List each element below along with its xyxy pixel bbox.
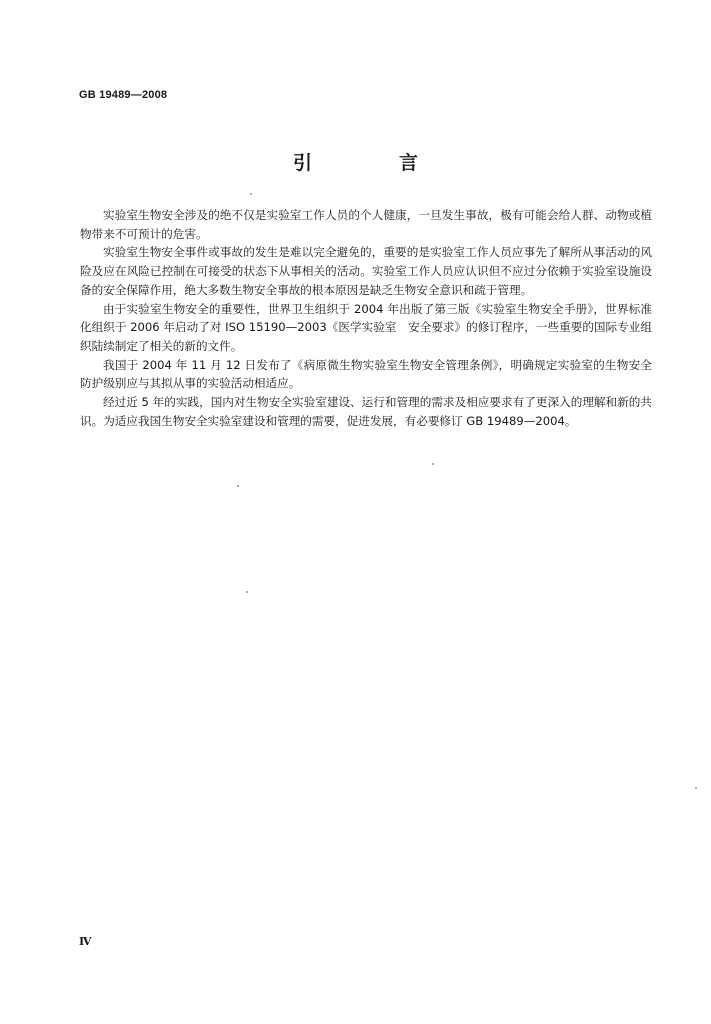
paragraph-4: 我国于 2004 年 11 月 12 日发布了《病原微生物实验室生物安全管理条例》，明确规定实验室的生物安全防护级别应与其拟从事的实验活动相适应。 (80, 357, 652, 391)
page-title: 引 言 (292, 152, 452, 174)
scan-speck (250, 193, 252, 195)
paragraph-3: 由于实验室生物安全的重要性，世界卫生组织于 2004 年出版了第三版《实验室生物安全手册》，世界标准化组织于 2006 年启动了对 ISO 15190—2003《医学实验室 安全要求》的修订程序，一些重要的国际专业组织陆续制定了相关的新的文件。 (80, 301, 652, 353)
paragraph-1: 实验室生物安全涉及的绝不仅是实验室工作人员的个人健康，一旦发生事故，极有可能会给人群、动物或植物带来不可预计的危害。 (80, 208, 652, 241)
page-number: Ⅳ (79, 935, 92, 948)
scan-speck (237, 485, 239, 487)
paragraph-2: 实验室生物安全事件或事故的发生是难以完全避免的，重要的是实验室工作人员应事先了解所从事活动的风险及应在风险已控制在可接受的状态下从事相关的活动。实验室工作人员应认识但不应过分依赖于实验室设施设备的安全保障作用，绝大多数生物安全事故的根本原因是缺乏生物安全意识和疏于管理。 (80, 245, 652, 297)
scan-speck (246, 591, 248, 593)
scan-speck (695, 787, 697, 789)
standard-code: GB 19489—2008 (79, 89, 168, 101)
scan-speck (432, 463, 434, 465)
paragraph-5: 经过近 5 年的实践，国内对生物安全实验室建设、运行和管理的需求及相应要求有了更深入的理解和新的共识。为适应我国生物安全实验室建设和管理的需要，促进发展，有必要修订 GB 19489—2004。 (80, 395, 652, 428)
introduction-body (80, 206, 652, 430)
